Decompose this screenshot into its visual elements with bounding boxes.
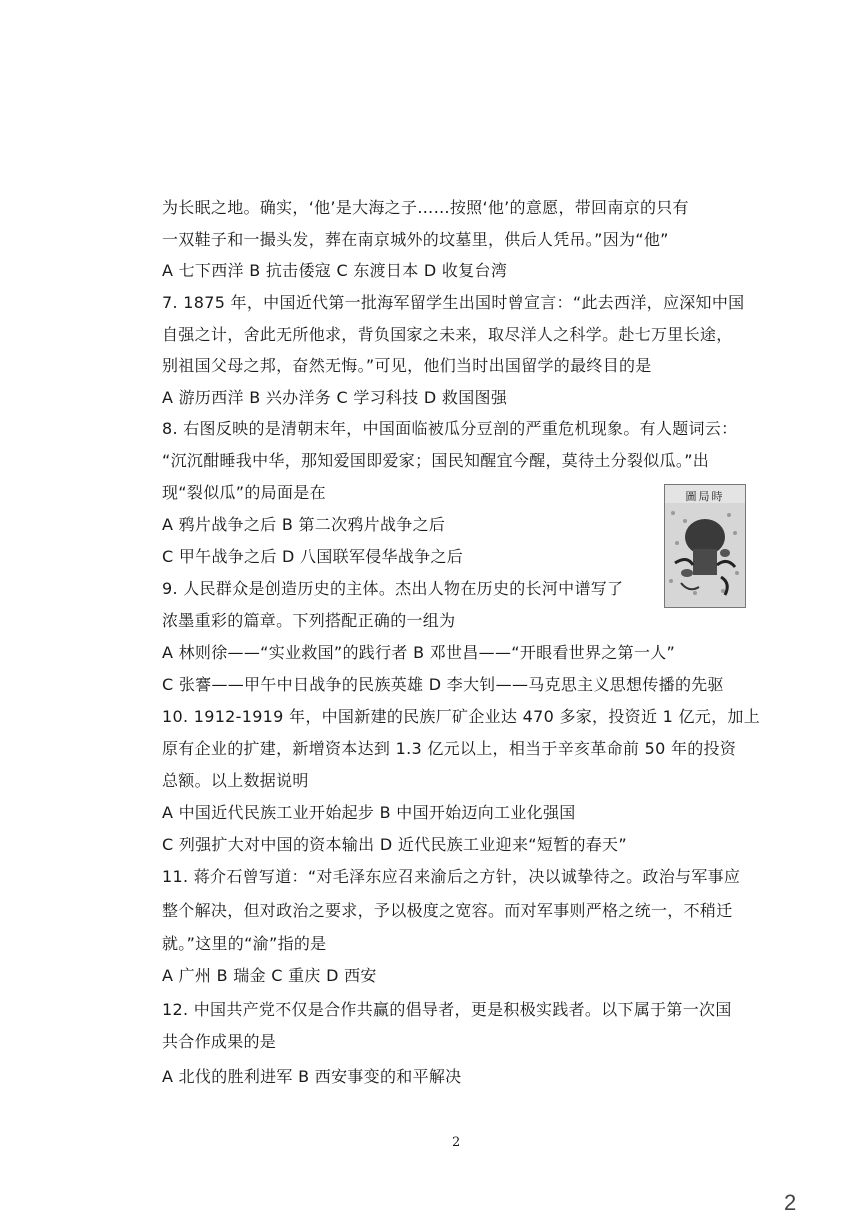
- corner-page-number: 2: [784, 1190, 797, 1215]
- question-8: 8. 右图反映的是清朝末年，中国面临被瓜分豆剖的严重危机现象。有人题词云：: [162, 419, 738, 438]
- text-line: 别祖国父母之邦，奋然无悔。”可见，他们当时出国留学的最终目的是: [162, 356, 652, 375]
- text-line: 原有企业的扩建，新增资本达到 1.3 亿元以上，相当于辛亥革命前 50 年的投资: [162, 739, 737, 758]
- question-12: 12. 中国共产党不仅是合作共赢的倡导者，更是积极实践者。以下属于第一次国: [162, 1000, 732, 1019]
- text-line: 就。”这里的“渝”指的是: [162, 934, 327, 953]
- option-line: C 甲午战争之后 D 八国联军侵华战争之后: [162, 547, 464, 566]
- text-line: 一双鞋子和一撮头发，葬在南京城外的坟墓里，供后人凭吊。”因为“他”: [162, 230, 669, 249]
- option-line: A 林则徐——“实业救国”的践行者 B 邓世昌——“开眼看世界之第一人”: [162, 643, 676, 662]
- figure-title: 圖局時: [685, 490, 725, 503]
- question-11: 11. 蒋介石曾写道：“对毛泽东应召来渝后之方针，决以诚挚待之。政治与军事应: [162, 867, 741, 886]
- historical-cartoon-figure: [664, 484, 746, 608]
- text-line: 自强之计，舍此无所他求，背负国家之未来，取尽洋人之科学。赴七万里长途，: [162, 325, 733, 344]
- text-line: 整个解决，但对政治之要求，予以极度之宽容。而对军事则严格之统一，不稍迁: [162, 901, 733, 920]
- cartoon-illustration-icon: [665, 503, 745, 607]
- text-line: 共合作成果的是: [162, 1032, 277, 1051]
- text-line: 现“裂似瓜”的局面是在: [162, 483, 326, 502]
- option-line: A 鸦片战争之后 B 第二次鸦片战争之后: [162, 515, 446, 534]
- text-line: 为长眠之地。确实，‘他’是大海之子……按照‘他’的意愿，带回南京的只有: [162, 198, 689, 217]
- option-line: A 中国近代民族工业开始起步 B 中国开始迈向工业化强国: [162, 803, 576, 822]
- text-line: 总额。以上数据说明: [162, 771, 309, 790]
- option-line: A 七下西洋 B 抗击倭寇 C 东渡日本 D 收复台湾: [162, 261, 508, 280]
- text-line: “沉沉酣睡我中华，那知爱国即爱家；国民知醒宜今醒，莫待土分裂似瓜。”出: [162, 451, 710, 470]
- question-9: 9. 人民群众是创造历史的主体。杰出人物在历史的长河中谱写了: [162, 579, 624, 598]
- question-7: 7. 1875 年，中国近代第一批海军留学生出国时曾宣言：“此去西洋，应深知中国: [162, 293, 745, 312]
- option-line: C 张謇——甲午中日战争的民族英雄 D 李大钊——马克思主义思想传播的先驱: [162, 675, 724, 694]
- option-line: A 广州 B 瑞金 C 重庆 D 西安: [162, 966, 377, 985]
- text-line: 浓墨重彩的篇章。下列搭配正确的一组为: [162, 611, 456, 630]
- option-line: A 北伐的胜利进军 B 西安事变的和平解决: [162, 1067, 462, 1086]
- question-10: 10. 1912-1919 年，中国新建的民族厂矿企业达 470 多家，投资近 1 亿元，加上: [162, 707, 760, 726]
- page-number: 2: [452, 1135, 461, 1150]
- option-line: A 游历西洋 B 兴办洋务 C 学习科技 D 救国图强: [162, 388, 508, 407]
- option-line: C 列强扩大对中国的资本输出 D 近代民族工业迎来“短暂的春天”: [162, 835, 627, 854]
